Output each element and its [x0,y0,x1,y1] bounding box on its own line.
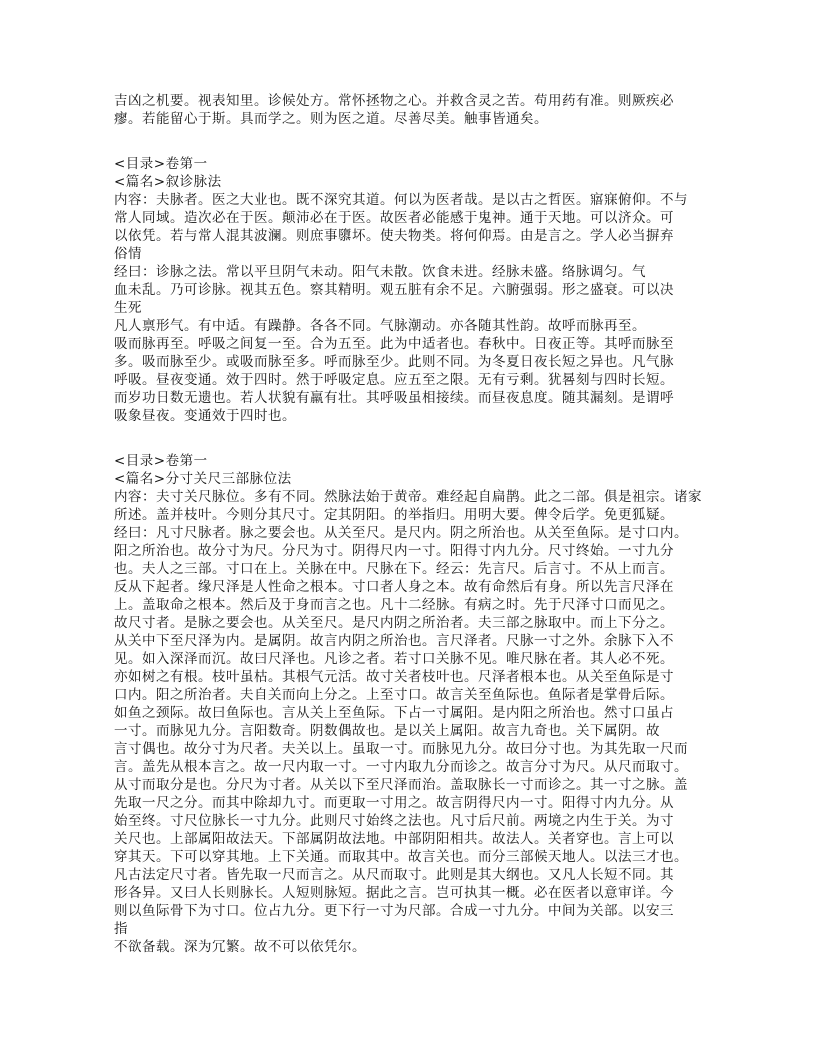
text-line: <目录>卷第一 [114,156,208,172]
text-line: 从寸而取分是也。分尺为寸者。从关以下至尺泽而治。盖取脉长一寸而诊之。其一寸之脉。盖 [114,777,688,793]
text-line: 凡古法定尺寸者。皆先取一尺而言之。从尺而取寸。此则是其大纲也。又凡人长短不同。其 [114,867,674,883]
text-line: 经曰：诊脉之法。常以平旦阴气未动。阳气未散。饮食未进。经脉未盛。络脉调匀。气 [114,264,646,280]
text-line: 不欲备载。深为冗繁。故不可以依凭尔。 [114,939,366,955]
text-line: 则以鱼际骨下为寸口。位占九分。更下行一寸为尺部。合成一寸九分。中间为关部。以安三 [114,903,674,919]
text-line: <篇名>分寸关尺三部脉位法 [114,471,292,487]
text-line: 关尺也。上部属阳故法天。下部属阴故法地。中部阴阳相共。故法人。关者穿也。言上可以 [114,831,674,847]
text-line: 从关中下至尺泽为内。是属阴。故言内阴之所治也。言尺泽者。尺脉一寸之外。余脉下入不 [114,633,674,649]
text-line: 一寸。而脉见九分。言阳数奇。阴数偶故也。是以关上属阳。故言九奇也。关下属阴。故 [114,723,660,739]
text-line: 上。盖取命之根本。然后及于身而言之也。凡十二经脉。有病之时。先于尺泽寸口而见之。 [114,597,674,613]
text-line: 先取一尺之分。而其中除却九寸。而更取一寸用之。故言阴得尺内一寸。阳得寸内九分。从 [114,795,674,811]
text-line: 始至终。寸尺位脉长一寸九分。此则尺寸始终之法也。凡寸后尺前。两境之内生于关。为寸 [114,813,674,829]
text-line: 常人同域。造次必在于医。颠沛必在于医。故医者必能感于鬼神。通于天地。可以济众。可 [114,210,674,226]
text-line: 以依凭。若与常人混其波澜。则庶事隳坏。使夫物类。将何仰焉。由是言之。学人必当摒弃 [114,228,674,244]
text-line: 反从下起者。缘尺泽是人性命之根本。寸口者人身之本。故有命然后有身。所以先言尺泽在 [114,579,674,595]
text-line: 言寸偶也。故分寸为尺者。夫关以上。虽取一寸。而脉见九分。故曰分寸也。为其先取一尺而 [114,741,688,757]
text-line: 形各异。又曰人长则脉长。人短则脉短。据此之言。岂可执其一概。必在医者以意审详。今 [114,885,674,901]
text-line: 指 [114,921,128,937]
document-body [114,92,714,956]
text-line: 阳之所治也。故分寸为尺。分尺为寸。阴得尺内一寸。阳得寸内九分。尺寸终始。一寸九分 [114,543,674,559]
text-line: 瘳。若能留心于斯。具而学之。则为医之道。尽善尽美。触事皆通矣。 [114,111,548,127]
text-line: 多。吸而脉至少。或吸而脉至多。呼而脉至少。此则不同。为冬夏日夜长短之异也。凡气脉 [114,354,674,370]
text-line: 穿其天。下可以穿其地。上下关通。而取其中。故言关也。而分三部候天地人。以法三才也。 [114,849,688,865]
text-line: <目录>卷第一 [114,453,208,469]
text-line: 吸而脉再至。呼吸之间复一至。合为五至。此为中适者也。春秋中。日夜正等。其呼而脉至 [114,336,674,352]
text-line: 故尺寸者。是脉之要会也。从关至尺。是尺内阴之所治者。夫三部之脉取中。而上下分之。 [114,615,674,631]
text-line: 口内。阳之所治者。夫自关而向上分之。上至寸口。故言关至鱼际也。鱼际者是掌骨后际。 [114,687,674,703]
text-line: 内容：夫寸关尺脉位。多有不同。然脉法始于黄帝。难经起自扁鹊。此之二部。俱是祖宗。诸家 [114,489,702,505]
text-line: 亦如树之有根。枝叶虽枯。其根气元活。故寸关者枝叶也。尺泽者根本也。从关至鱼际是寸 [114,669,674,685]
text-line: 言。盖先从根本言之。故一尺内取一寸。一寸内取九分而诊之。故言分寸为尺。从尺而取寸。 [114,759,688,775]
text-line: <篇名>叙诊脉法 [114,174,222,190]
text-line: 所述。盖并枝叶。今则分其尺寸。定其阴阳。的举指归。用明大要。俾令后学。免更狐疑。 [114,507,674,523]
text-line: 血未乱。乃可诊脉。视其五色。察其精明。观五脏有余不足。六腑强弱。形之盛衰。可以决 [114,282,674,298]
text-line: 也。夫人之三部。寸口在上。关脉在中。尺脉在下。经云：先言尺。后言寸。不从上而言。 [114,561,674,577]
text-line: 吸象昼夜。变通效于四时也。 [114,408,296,424]
text-line: 生死 [114,300,142,316]
text-line: 呼吸。昼夜变通。效于四时。然于呼吸定息。应五至之限。无有亏剩。犹晷刻与四时长短。 [114,372,674,388]
text-line: 见。如入深泽而沉。故曰尺泽也。凡诊之者。若寸口关脉不见。唯尺脉在者。其人必不死。 [114,651,674,667]
text-line: 而岁功日数无遗也。若人状貌有羸有壮。其呼吸虽相接续。而昼夜息度。随其漏刻。是谓呼 [114,390,674,406]
paragraph-gap [114,425,714,452]
text-line: 吉凶之机要。视表知里。诊候处方。常怀拯物之心。并救含灵之苦。苟用药有准。则厥疾必 [114,93,674,109]
text-line: 俗情 [114,246,142,262]
text-line: 如鱼之颈际。故曰鱼际也。言从关上至鱼际。下占一寸属阳。是内阳之所治也。然寸口虽占 [114,705,674,721]
text-line: 内容：夫脉者。医之大业也。既不深究其道。何以为医者哉。是以古之哲医。寤寐俯仰。不与 [114,192,688,208]
text-line: 凡人禀形气。有中适。有躁静。各各不同。气脉潮动。亦各随其性韵。故呼而脉再至。 [114,318,646,334]
text-line: 经曰：凡寸尺脉者。脉之要会也。从关至尺。是尺内。阴之所治也。从关至鱼际。是寸口内。 [114,525,688,541]
paragraph-gap [114,128,714,155]
